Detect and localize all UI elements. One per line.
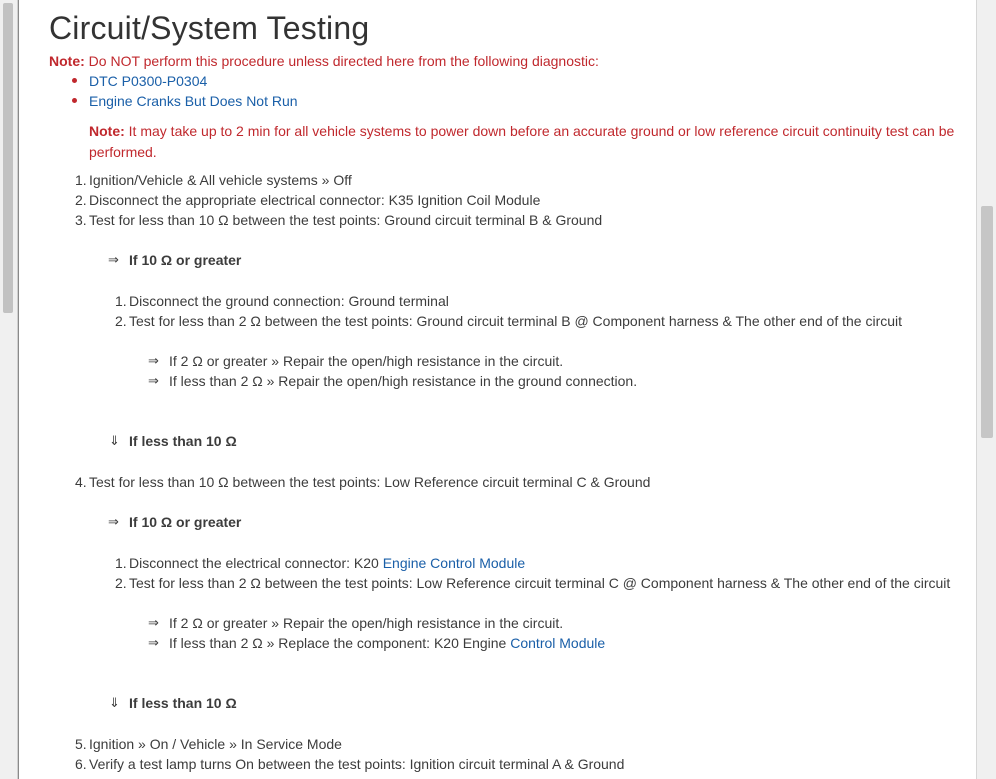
step-number: 3. bbox=[75, 212, 87, 228]
step-3-result-1: If 2 Ω or greater » Repair the open/high resistance in the circuit. bbox=[169, 353, 564, 369]
step-4-substep-1 bbox=[129, 554, 525, 572]
down-arrow-icon: ⇓ bbox=[109, 695, 120, 710]
note-text: Do NOT perform this procedure unless directed here from the following diagnostic: bbox=[84, 53, 599, 69]
step-4-result-1: If 2 Ω or greater » Repair the open/high resistance in the circuit. bbox=[169, 615, 564, 631]
step-4-if-less: If less than 10 Ω bbox=[129, 695, 237, 711]
step-number: 1. bbox=[75, 172, 87, 188]
step-2-text: Disconnect the appropriate electrical connector: K35 Ignition Coil Module bbox=[89, 192, 541, 208]
note-label: Note: bbox=[89, 123, 125, 139]
link-engine-control-module[interactable]: Engine Control Module bbox=[382, 555, 526, 571]
step-6-text: Verify a test lamp turns On between the test points: Ignition circuit terminal A & Ground bbox=[89, 756, 625, 772]
step-number: 2. bbox=[75, 192, 87, 208]
step-4-result-2-text: If less than 2 Ω » Replace the component: K20 Engine bbox=[169, 635, 511, 651]
right-scrollbar[interactable] bbox=[976, 0, 996, 779]
step-1-text: Ignition/Vehicle & All vehicle systems » Off bbox=[89, 172, 352, 188]
right-arrow-icon: ⇒ bbox=[148, 615, 159, 630]
bullet-icon bbox=[72, 78, 77, 83]
substep-number: 2. bbox=[115, 575, 127, 591]
bullet-icon bbox=[72, 98, 77, 103]
substep-number: 2. bbox=[115, 313, 127, 329]
note-power-down bbox=[89, 121, 959, 163]
step-4-result-2 bbox=[169, 634, 605, 652]
step-3-if-less: If less than 10 Ω bbox=[129, 433, 237, 449]
step-4-if-greater: If 10 Ω or greater bbox=[129, 514, 242, 530]
step-3-if-greater: If 10 Ω or greater bbox=[129, 252, 242, 268]
substep-number: 1. bbox=[115, 555, 127, 571]
step-number: 6. bbox=[75, 756, 87, 772]
step-5-text: Ignition » On / Vehicle » In Service Mode bbox=[89, 736, 342, 752]
link-control-module[interactable]: Control Module bbox=[510, 635, 606, 651]
note-label: Note: bbox=[49, 53, 85, 69]
substep-number: 1. bbox=[115, 293, 127, 309]
right-arrow-icon: ⇒ bbox=[108, 252, 119, 267]
left-scrollbar[interactable] bbox=[0, 0, 18, 779]
step-4-substep-2: Test for less than 2 Ω between the test points: Low Reference circuit terminal C @ Component harness & The other end of the circuit bbox=[129, 575, 951, 591]
step-3-substep-1: Disconnect the ground connection: Ground terminal bbox=[129, 293, 449, 309]
link-engine-cranks-but-does-not-run[interactable]: Engine Cranks But Does Not Run bbox=[89, 93, 298, 109]
step-4-text: Test for less than 10 Ω between the test points: Low Reference circuit terminal C & Ground bbox=[89, 474, 651, 490]
right-scrollbar-thumb[interactable] bbox=[981, 206, 993, 438]
right-arrow-icon: ⇒ bbox=[148, 353, 159, 368]
document-panel bbox=[18, 0, 977, 779]
step-number: 4. bbox=[75, 474, 87, 490]
step-3-substep-2: Test for less than 2 Ω between the test points: Ground circuit terminal B @ Component harness & The other end of the circuit bbox=[129, 313, 903, 329]
note-diagnostic bbox=[49, 52, 599, 70]
step-3-result-2: If less than 2 Ω » Repair the open/high resistance in the ground connection. bbox=[169, 373, 638, 389]
step-4-substep-1-text: Disconnect the electrical connector: K20 bbox=[129, 555, 383, 571]
left-scrollbar-thumb[interactable] bbox=[3, 3, 13, 313]
step-3-text: Test for less than 10 Ω between the test points: Ground circuit terminal B & Ground bbox=[89, 212, 603, 228]
step-number: 5. bbox=[75, 736, 87, 752]
page-title: Circuit/System Testing bbox=[49, 10, 370, 46]
right-arrow-icon: ⇒ bbox=[148, 373, 159, 388]
right-arrow-icon: ⇒ bbox=[148, 635, 159, 650]
down-arrow-icon: ⇓ bbox=[109, 433, 120, 448]
link-dtc-p0300-p0304[interactable]: DTC P0300-P0304 bbox=[89, 73, 208, 89]
note-text: It may take up to 2 min for all vehicle systems to power down before an accurate ground or low reference circuit continuity test can be performed. bbox=[89, 123, 955, 160]
right-arrow-icon: ⇒ bbox=[108, 514, 119, 529]
